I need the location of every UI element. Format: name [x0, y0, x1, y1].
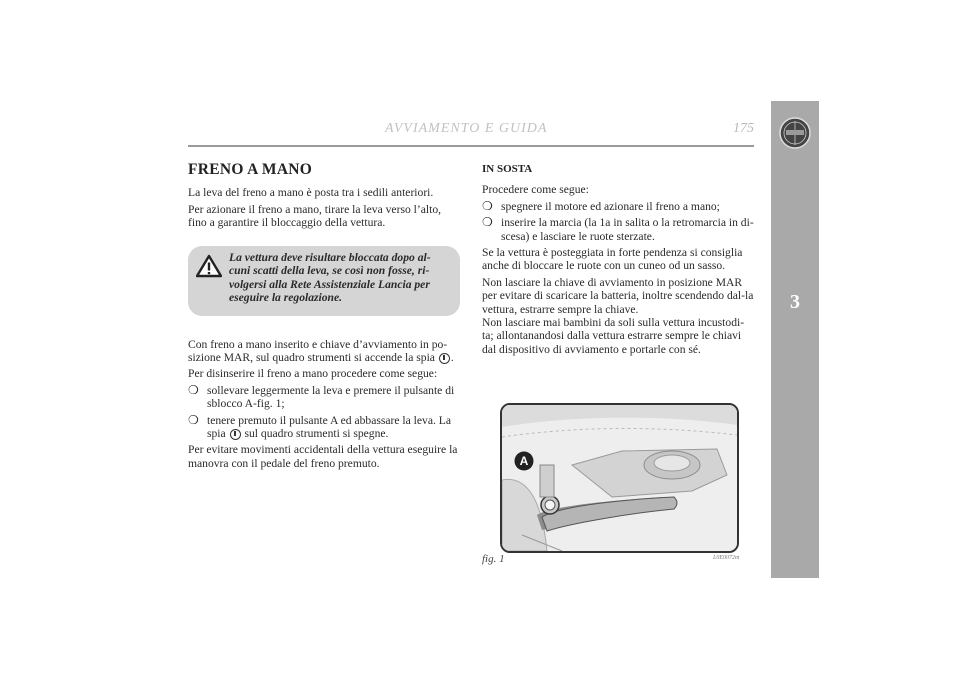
engaged-text: Con freno a mano inserito e chiave d’avviamento in po-sizione MAR, sul quadro strumenti si accende la spia: [188, 337, 448, 365]
list-item: [188, 414, 460, 441]
lancia-logo: [779, 117, 811, 149]
proceed-paragraph: Procedere come segue:: [482, 183, 589, 197]
list-item-text-end: sul quadro strumenti si spegne.: [244, 427, 389, 441]
warning-triangle-icon: [196, 254, 222, 278]
slope-paragraph: Se la vettura è posteggiata in forte pendenza si consiglia anche di bloccare le ruote con un cuneo od un sasso.: [482, 246, 743, 273]
figure-caption: fig. 1: [482, 553, 505, 565]
bullet-icon: ❍: [482, 198, 493, 213]
list-item-text: tenere premuto il pulsante A ed abbassare la leva. La spia: [207, 413, 452, 441]
chapter-side-tab: [771, 101, 819, 578]
handbrake-warning-light-icon: [439, 353, 450, 364]
warning-text-line1: La vettura deve risultare bloccata dopo al-: [229, 250, 431, 264]
handbrake-warning-light-icon: [230, 429, 241, 440]
list-item: [482, 216, 754, 243]
header-divider: [188, 145, 754, 147]
warning-box: [188, 246, 460, 316]
list-item-text: sollevare leggermente la leva e premere il pulsante di sblocco A-fig. 1;: [207, 383, 455, 411]
list-item: [188, 384, 460, 411]
warning-text-rest: cuni scatti della leva, se così non fosse, ri-volgersi alla Rete Assistenziale Lancia per eseguire la regolazione.: [229, 264, 430, 305]
handbrake-drawing: [502, 405, 737, 551]
intro-paragraph-1: La leva del freno a mano è posta tra i sedili anteriori.: [188, 186, 434, 200]
list-item: [482, 200, 754, 213]
right-column: [482, 163, 754, 359]
release-paragraph: Per disinserire il freno a mano procedere come segue:: [188, 367, 438, 381]
running-header: AVVIAMENTO E GUIDA: [385, 121, 548, 136]
bullet-icon: ❍: [188, 382, 199, 397]
section-title: FRENO A MANO: [188, 161, 313, 178]
key-paragraph: Non lasciare la chiave di avviamento in posizione MAR per evitare di scaricare la batteria, inoltre scendendo dal-la vettura, estrarre sempre la chiave.: [482, 275, 754, 316]
engaged-paragraph: [188, 338, 460, 365]
left-column: [188, 163, 460, 473]
list-item-text: inserire la marcia (la 1a in salita o la retromarcia in di-scesa) e lasciare le ruote sterzate.: [501, 216, 754, 243]
children-paragraph: Non lasciare mai bambini da soli sulla vettura incustodi-ta; allontanandosi dalla vettura estrarre sempre le chiavi dal dispositivo di avviamento e portarle con sé.: [482, 316, 745, 356]
engaged-text-end: .: [450, 351, 454, 365]
callout-a-label: A: [519, 454, 529, 468]
chapter-number: 3: [790, 291, 800, 313]
final-paragraph: Per evitare movimenti accidentali della vettura eseguire la manovra con il pedale del freno premuto.: [188, 443, 458, 470]
page-number: 175: [733, 121, 754, 136]
bullet-icon: ❍: [482, 215, 493, 230]
subsection-title: IN SOSTA: [482, 163, 533, 175]
bullet-icon: ❍: [188, 412, 199, 427]
intro-paragraph-2: Per azionare il freno a mano, tirare la leva verso l’alto, fino a garantire il bloccaggio della vettura.: [188, 202, 442, 230]
handbrake-illustration: [500, 403, 739, 553]
figure-code: L0E0072m: [713, 555, 740, 561]
list-item-text: spegnere il motore ed azionare il freno a mano;: [501, 199, 720, 213]
